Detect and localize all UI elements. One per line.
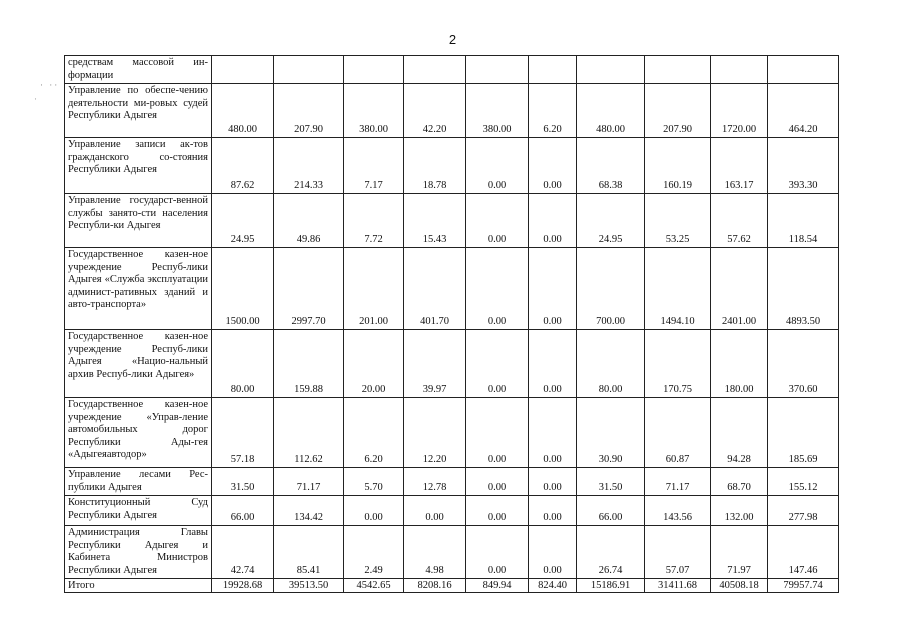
value-cell: 6.20 bbox=[344, 398, 404, 468]
row-label: средствам массовой ин-формации bbox=[65, 56, 212, 84]
row-label: Управление по обеспе-чению деятельности ми-ровых судей Республики Адыгея bbox=[65, 84, 212, 138]
value-cell bbox=[711, 56, 768, 84]
value-cell: 20.00 bbox=[344, 330, 404, 398]
value-cell bbox=[344, 56, 404, 84]
value-cell: 134.42 bbox=[274, 496, 344, 526]
value-cell: 6.20 bbox=[529, 84, 577, 138]
value-cell: 380.00 bbox=[344, 84, 404, 138]
value-cell: 71.97 bbox=[711, 526, 768, 579]
value-cell: 0.00 bbox=[466, 526, 529, 579]
row-label: Конституционный Суд Республики Адыгея bbox=[65, 496, 212, 526]
value-cell: 57.18 bbox=[212, 398, 274, 468]
table-row bbox=[65, 56, 839, 84]
value-cell bbox=[768, 56, 839, 84]
value-cell: 849.94 bbox=[466, 579, 529, 593]
value-cell: 2401.00 bbox=[711, 248, 768, 330]
row-label: Государственное казен-ное учреждение Респуб-лики Адыгея «Нацио-нальный архив Респуб-лики Адыгея» bbox=[65, 330, 212, 398]
row-label: Администрация Главы Республики Адыгея и Кабинета Министров Республики Адыгея bbox=[65, 526, 212, 579]
value-cell: 26.74 bbox=[577, 526, 645, 579]
value-cell: 57.62 bbox=[711, 194, 768, 248]
value-cell: 393.30 bbox=[768, 138, 839, 194]
value-cell: 57.07 bbox=[645, 526, 711, 579]
table-row bbox=[65, 248, 839, 330]
value-cell: 15.43 bbox=[404, 194, 466, 248]
row-label: Управление государст-венной службы занято-сти населения Республи-ки Адыгея bbox=[65, 194, 212, 248]
value-cell: 147.46 bbox=[768, 526, 839, 579]
value-cell bbox=[645, 56, 711, 84]
value-cell: 66.00 bbox=[577, 496, 645, 526]
row-label: Управление лесами Рес-публики Адыгея bbox=[65, 468, 212, 496]
value-cell bbox=[577, 56, 645, 84]
value-cell: 12.20 bbox=[404, 398, 466, 468]
value-cell: 66.00 bbox=[212, 496, 274, 526]
value-cell: 19928.68 bbox=[212, 579, 274, 593]
value-cell: 80.00 bbox=[212, 330, 274, 398]
value-cell: 42.74 bbox=[212, 526, 274, 579]
value-cell: 94.28 bbox=[711, 398, 768, 468]
budget-table bbox=[64, 55, 839, 593]
value-cell: 180.00 bbox=[711, 330, 768, 398]
value-cell: 60.87 bbox=[645, 398, 711, 468]
value-cell: 2.49 bbox=[344, 526, 404, 579]
value-cell: 39513.50 bbox=[274, 579, 344, 593]
table-row bbox=[65, 468, 839, 496]
value-cell: 30.90 bbox=[577, 398, 645, 468]
value-cell: 40508.18 bbox=[711, 579, 768, 593]
value-cell: 71.17 bbox=[645, 468, 711, 496]
value-cell: 0.00 bbox=[404, 496, 466, 526]
value-cell: 68.38 bbox=[577, 138, 645, 194]
value-cell: 15186.91 bbox=[577, 579, 645, 593]
value-cell: 87.62 bbox=[212, 138, 274, 194]
value-cell: 0.00 bbox=[466, 138, 529, 194]
value-cell: 7.72 bbox=[344, 194, 404, 248]
value-cell: 824.40 bbox=[529, 579, 577, 593]
value-cell: 118.54 bbox=[768, 194, 839, 248]
table-row bbox=[65, 194, 839, 248]
value-cell: 18.78 bbox=[404, 138, 466, 194]
value-cell bbox=[404, 56, 466, 84]
value-cell: 79957.74 bbox=[768, 579, 839, 593]
value-cell: 8208.16 bbox=[404, 579, 466, 593]
value-cell: 0.00 bbox=[466, 194, 529, 248]
table-row bbox=[65, 84, 839, 138]
value-cell: 207.90 bbox=[274, 84, 344, 138]
value-cell: 170.75 bbox=[645, 330, 711, 398]
value-cell: 31411.68 bbox=[645, 579, 711, 593]
value-cell: 480.00 bbox=[577, 84, 645, 138]
value-cell: 4.98 bbox=[404, 526, 466, 579]
value-cell: 0.00 bbox=[529, 496, 577, 526]
value-cell: 53.25 bbox=[645, 194, 711, 248]
value-cell: 0.00 bbox=[466, 468, 529, 496]
total-row bbox=[65, 579, 839, 593]
table-row bbox=[65, 526, 839, 579]
value-cell: 1500.00 bbox=[212, 248, 274, 330]
value-cell: 12.78 bbox=[404, 468, 466, 496]
value-cell: 163.17 bbox=[711, 138, 768, 194]
value-cell: 464.20 bbox=[768, 84, 839, 138]
value-cell: 0.00 bbox=[344, 496, 404, 526]
value-cell: 0.00 bbox=[529, 194, 577, 248]
value-cell: 207.90 bbox=[645, 84, 711, 138]
value-cell: 112.62 bbox=[274, 398, 344, 468]
value-cell: 185.69 bbox=[768, 398, 839, 468]
row-label: Управление записи ак-тов гражданского со-стояния Республики Адыгея bbox=[65, 138, 212, 194]
value-cell: 0.00 bbox=[529, 138, 577, 194]
value-cell: 1720.00 bbox=[711, 84, 768, 138]
value-cell: 0.00 bbox=[529, 398, 577, 468]
value-cell: 49.86 bbox=[274, 194, 344, 248]
value-cell: 5.70 bbox=[344, 468, 404, 496]
table-row bbox=[65, 398, 839, 468]
value-cell: 700.00 bbox=[577, 248, 645, 330]
value-cell: 39.97 bbox=[404, 330, 466, 398]
value-cell: 24.95 bbox=[212, 194, 274, 248]
table-row bbox=[65, 496, 839, 526]
value-cell: 159.88 bbox=[274, 330, 344, 398]
value-cell: 4893.50 bbox=[768, 248, 839, 330]
row-label: Итого bbox=[65, 579, 212, 593]
value-cell bbox=[274, 56, 344, 84]
value-cell: 201.00 bbox=[344, 248, 404, 330]
value-cell bbox=[466, 56, 529, 84]
value-cell: 480.00 bbox=[212, 84, 274, 138]
value-cell: 401.70 bbox=[404, 248, 466, 330]
scan-artifact-2: · bbox=[34, 94, 37, 104]
value-cell bbox=[529, 56, 577, 84]
page-number: 2 bbox=[448, 32, 457, 47]
row-label: Государственное казен-ное учреждение «Управ-ление автомобильных дорог Республики Ады-гея «Адыгеяавтодор» bbox=[65, 398, 212, 468]
table-row bbox=[65, 330, 839, 398]
value-cell: 2997.70 bbox=[274, 248, 344, 330]
value-cell: 4542.65 bbox=[344, 579, 404, 593]
value-cell: 214.33 bbox=[274, 138, 344, 194]
value-cell: 155.12 bbox=[768, 468, 839, 496]
value-cell: 0.00 bbox=[466, 496, 529, 526]
value-cell: 31.50 bbox=[577, 468, 645, 496]
value-cell: 0.00 bbox=[466, 398, 529, 468]
table-row bbox=[65, 138, 839, 194]
value-cell: 0.00 bbox=[529, 468, 577, 496]
value-cell: 132.00 bbox=[711, 496, 768, 526]
value-cell: 0.00 bbox=[529, 526, 577, 579]
value-cell: 7.17 bbox=[344, 138, 404, 194]
value-cell: 0.00 bbox=[466, 248, 529, 330]
value-cell: 0.00 bbox=[529, 248, 577, 330]
value-cell: 24.95 bbox=[577, 194, 645, 248]
value-cell: 80.00 bbox=[577, 330, 645, 398]
value-cell bbox=[212, 56, 274, 84]
value-cell: 85.41 bbox=[274, 526, 344, 579]
value-cell: 0.00 bbox=[466, 330, 529, 398]
value-cell: 68.70 bbox=[711, 468, 768, 496]
value-cell: 160.19 bbox=[645, 138, 711, 194]
row-label: Государственное казен-ное учреждение Респуб-лики Адыгея «Служба эксплуатации админист-ративных зданий и авто-транспорта» bbox=[65, 248, 212, 330]
value-cell: 71.17 bbox=[274, 468, 344, 496]
scan-artifact: · ·· bbox=[40, 80, 60, 90]
value-cell: 1494.10 bbox=[645, 248, 711, 330]
value-cell: 31.50 bbox=[212, 468, 274, 496]
value-cell: 42.20 bbox=[404, 84, 466, 138]
value-cell: 0.00 bbox=[529, 330, 577, 398]
value-cell: 143.56 bbox=[645, 496, 711, 526]
value-cell: 380.00 bbox=[466, 84, 529, 138]
value-cell: 370.60 bbox=[768, 330, 839, 398]
value-cell: 277.98 bbox=[768, 496, 839, 526]
